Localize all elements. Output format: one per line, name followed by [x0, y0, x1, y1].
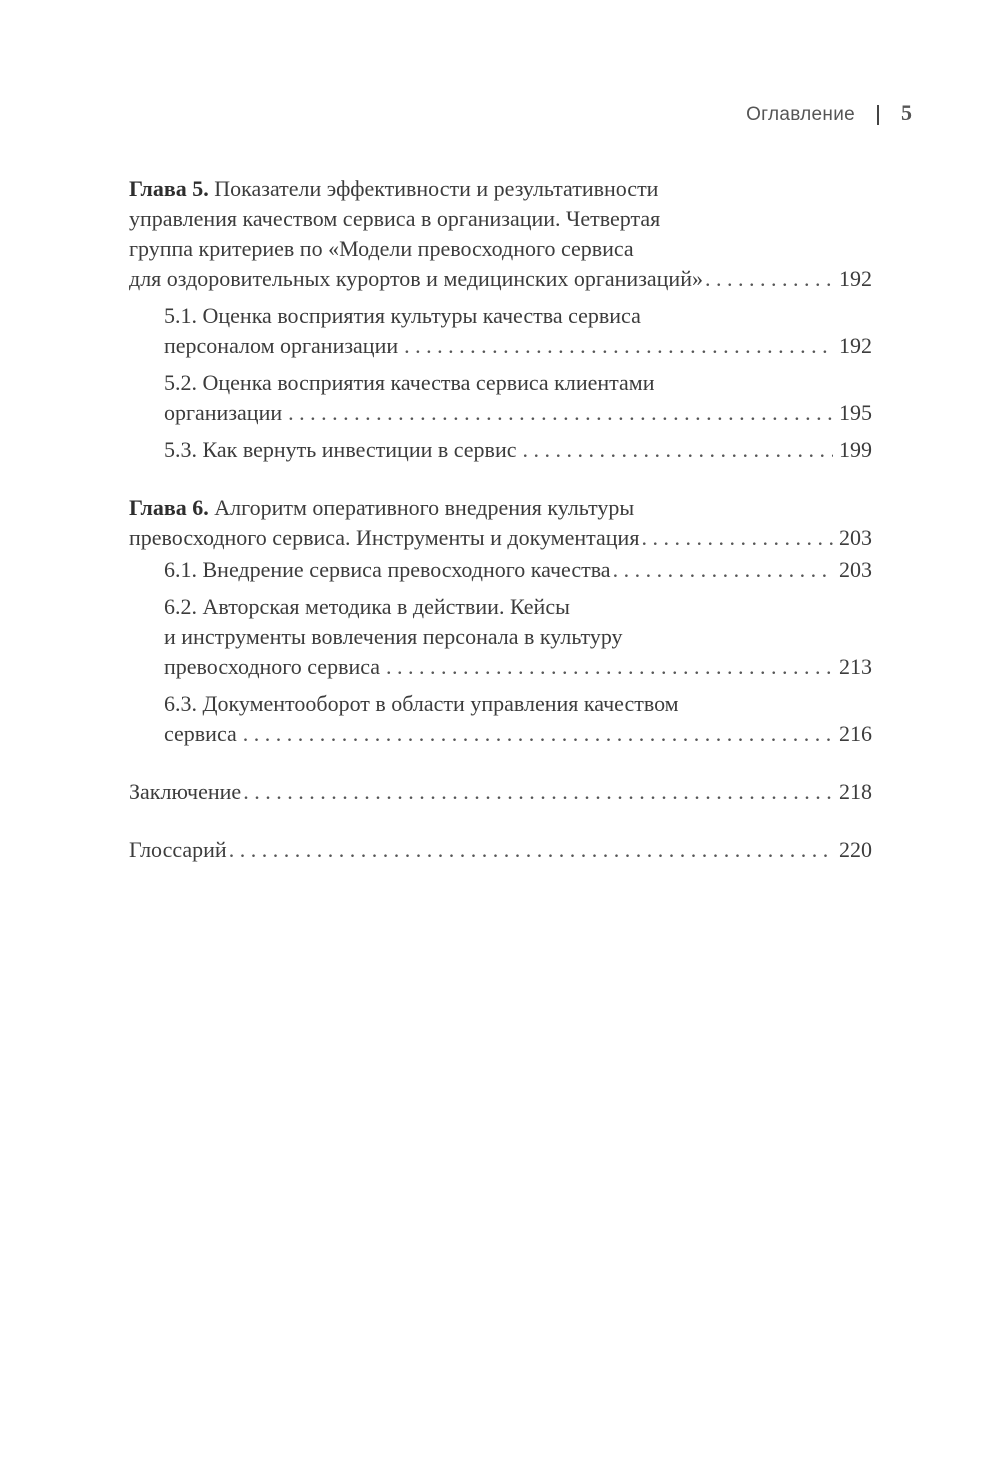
- dot-leader: [386, 652, 833, 682]
- toc-line-with-page: [164, 435, 872, 465]
- chapter-title-line: управления качеством сервиса в организации. Четвертая: [129, 206, 661, 231]
- dot-leader: [613, 555, 833, 585]
- toc-section-6-1[interactable]: [129, 555, 872, 585]
- running-head-separator: [877, 105, 879, 125]
- chapter-label: Глава 6.: [129, 495, 209, 520]
- dot-leader: [229, 835, 833, 865]
- page-ref: 216: [839, 721, 872, 746]
- entry-title: Глоссарий: [129, 837, 227, 862]
- page-ref: 192: [839, 333, 872, 358]
- running-head: [746, 100, 912, 126]
- chapter-title-line: группа критериев по «Модели превосходного сервиса: [129, 236, 634, 261]
- section-title-line: 5.1. Оценка восприятия культуры качества сервиса: [164, 303, 641, 328]
- entry-title: Заключение: [129, 779, 242, 804]
- chapter-title-line: для оздоровительных курортов и медицинских организаций»: [129, 266, 703, 291]
- dot-leader: [522, 435, 833, 465]
- dot-leader: [705, 264, 833, 294]
- page-number: 5: [901, 100, 912, 125]
- section-title-line: 6.2. Авторская методика в действии. Кейсы: [164, 594, 570, 619]
- toc-section-6-2[interactable]: [129, 592, 872, 682]
- table-of-contents: [129, 174, 872, 893]
- chapter-title-line: Показатели эффективности и результативности: [214, 176, 659, 201]
- running-head-title: Оглавление: [746, 104, 855, 125]
- section-title-line: 6.3. Документооборот в области управления качеством: [164, 691, 679, 716]
- toc-line-with-page: [164, 652, 872, 682]
- toc-section-5-1[interactable]: [129, 301, 872, 361]
- chapter-title-line: Алгоритм оперативного внедрения культуры: [214, 495, 635, 520]
- toc-line-with-page: [164, 331, 872, 361]
- section-title-line: и инструменты вовлечения персонала в культуру: [164, 624, 623, 649]
- page-ref: 195: [839, 400, 872, 425]
- toc-section-5-2[interactable]: [129, 368, 872, 428]
- section-title-line: превосходного сервиса: [164, 654, 381, 679]
- page-ref: 203: [839, 557, 872, 582]
- section-title-line: 5.3. Как вернуть инвестиции в сервис: [164, 437, 517, 462]
- toc-line-with-page: [164, 398, 872, 428]
- toc-line: [129, 174, 872, 204]
- page-ref: 199: [839, 437, 872, 462]
- section-title-line: персоналом организации: [164, 333, 399, 358]
- dot-leader: [288, 398, 833, 428]
- toc-chapter-6[interactable]: [129, 493, 872, 553]
- toc-conclusion[interactable]: [129, 777, 872, 807]
- toc-line-with-page: [164, 555, 872, 585]
- chapter-title-line: превосходного сервиса. Инструменты и документация: [129, 525, 640, 550]
- section-title-line: 6.1. Внедрение сервиса превосходного качества: [164, 557, 611, 582]
- toc-section-5-3[interactable]: [129, 435, 872, 465]
- page-ref: 218: [839, 779, 872, 804]
- toc-line-with-page: [164, 719, 872, 749]
- page-ref: 220: [839, 837, 872, 862]
- toc-line-with-page: [129, 777, 872, 807]
- section-title-line: организации: [164, 400, 283, 425]
- toc-chapter-5[interactable]: [129, 174, 872, 294]
- dot-leader: [404, 331, 833, 361]
- dot-leader: [243, 777, 833, 807]
- section-title-line: сервиса: [164, 721, 237, 746]
- dot-leader: [243, 719, 833, 749]
- page-ref: 203: [839, 525, 872, 550]
- toc-glossary[interactable]: [129, 835, 872, 865]
- toc-line-with-page: [129, 523, 872, 553]
- toc-line-with-page: [129, 264, 872, 294]
- toc-line-with-page: [129, 835, 872, 865]
- toc-line: [129, 493, 872, 523]
- section-title-line: 5.2. Оценка восприятия качества сервиса клиентами: [164, 370, 655, 395]
- chapter-label: Глава 5.: [129, 176, 209, 201]
- dot-leader: [641, 523, 833, 553]
- toc-section-6-3[interactable]: [129, 689, 872, 749]
- page-ref: 192: [839, 266, 872, 291]
- page-ref: 213: [839, 654, 872, 679]
